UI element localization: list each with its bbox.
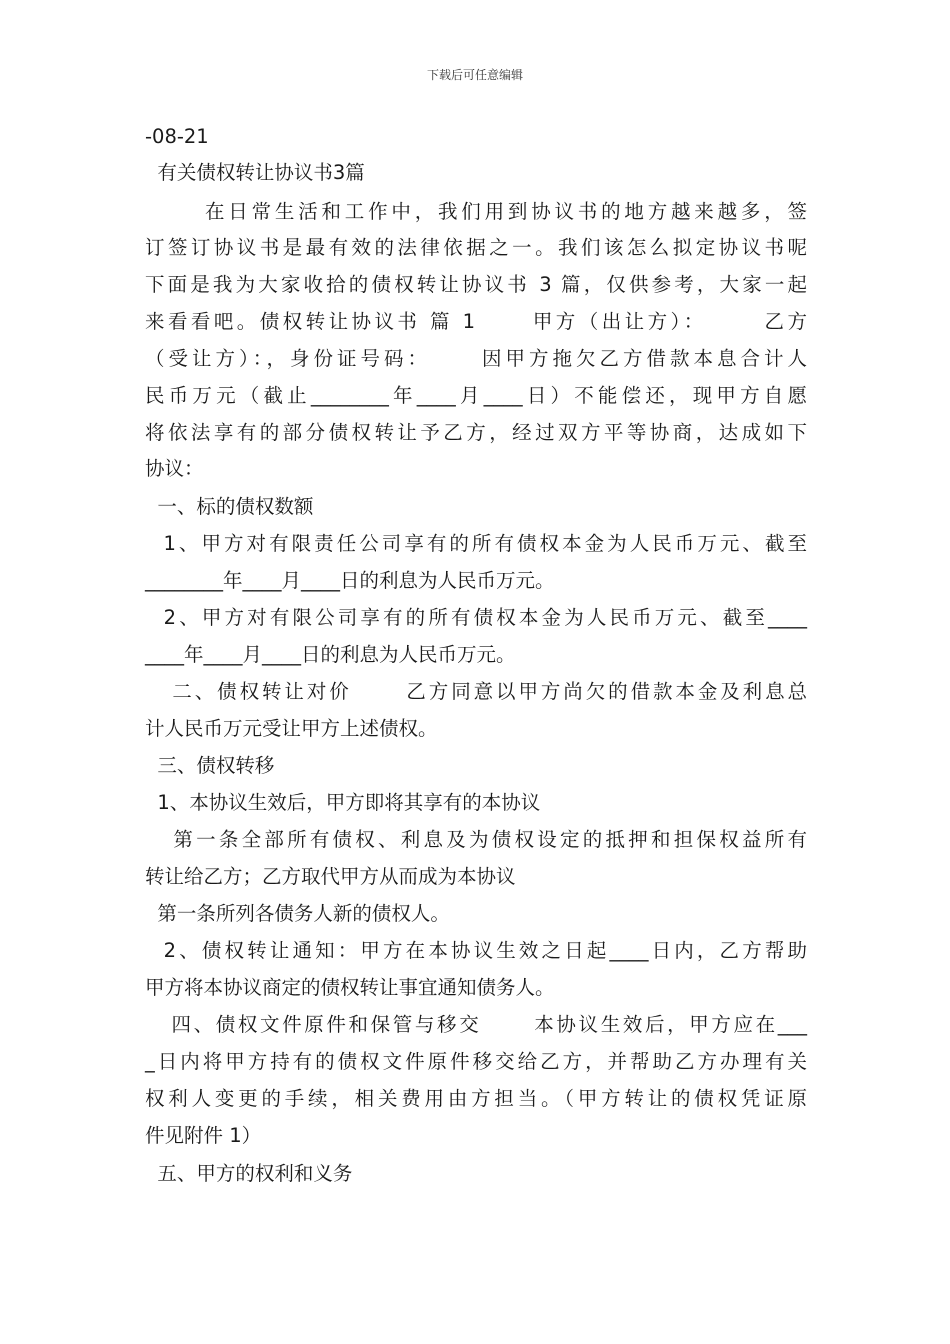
clause-line: ____年____月____日的利息为人民币万元。: [145, 643, 516, 666]
section-heading: 五、甲方的权利和义务: [145, 1162, 353, 1185]
clause-line: 第一条全部所有债权、利息及为债权设定的抵押和担保权益所有: [145, 828, 807, 851]
paragraph-line: 下面是我为大家收拾的债权转让协议书 3 篇，仅供参考，大家一起: [145, 273, 807, 296]
clause-line: 件见附件 1）: [145, 1124, 262, 1147]
paragraph-line: 民币万元（截止________年____月____日）不能偿还，现甲方自愿: [145, 384, 807, 407]
clause-line: 1、甲方对有限责任公司享有的所有债权本金为人民币万元、截至: [145, 532, 807, 555]
clause-line: 2、甲方对有限公司享有的所有债权本金为人民币万元、截至____: [145, 606, 807, 629]
paragraph-line: 协议：: [145, 457, 204, 480]
paragraph-line: （受让方）：，身份证号码： 因甲方拖欠乙方借款本息合计人: [145, 347, 807, 370]
clause-line: ________年____月____日的利息为人民币万元。: [145, 569, 555, 592]
section-heading: 四、债权文件原件和保管与移交 本协议生效后，甲方应在___: [145, 1013, 807, 1036]
clause-line: 1、本协议生效后，甲方即将其享有的本协议: [145, 791, 541, 814]
clause-line: _日内将甲方持有的债权文件原件移交给乙方，并帮助乙方办理有关: [145, 1050, 807, 1073]
clause-line: 甲方将本协议商定的债权转让事宜通知债务人。: [145, 976, 555, 999]
clause-line: 第一条所列各债务人新的债权人。: [145, 902, 450, 925]
section-heading: 三、债权转移: [145, 754, 275, 777]
header-note: 下载后可任意编辑: [426, 68, 523, 82]
paragraph-line: 来看看吧。债权转让协议书 篇 1 甲方（出让方）： 乙方: [145, 310, 807, 333]
section-heading: 二、债权转让对价 乙方同意以甲方尚欠的借款本金及利息总: [145, 680, 807, 703]
clause-line: 转让给乙方；乙方取代甲方从而成为本协议: [145, 865, 516, 888]
paragraph-line: 在日常生活和工作中，我们用到协议书的地方越来越多，签: [145, 200, 807, 223]
clause-line: 计人民币万元受让甲方上述债权。: [145, 717, 438, 740]
document-date: -08-21: [145, 125, 209, 148]
clause-line: 权利人变更的手续，相关费用由方担当。（甲方转让的债权凭证原: [145, 1087, 807, 1110]
paragraph-line: 订签订协议书是最有效的法律依据之一。我们该怎么拟定协议书呢: [145, 236, 807, 259]
document-title: 有关债权转让协议书3篇: [145, 161, 365, 184]
paragraph-line: 将依法享有的部分债权转让予乙方，经过双方平等协商，达成如下: [145, 421, 807, 444]
section-heading: 一、标的债权数额: [145, 495, 314, 518]
clause-line: 2、债权转让通知：甲方在本协议生效之日起____日内，乙方帮助: [145, 939, 807, 962]
